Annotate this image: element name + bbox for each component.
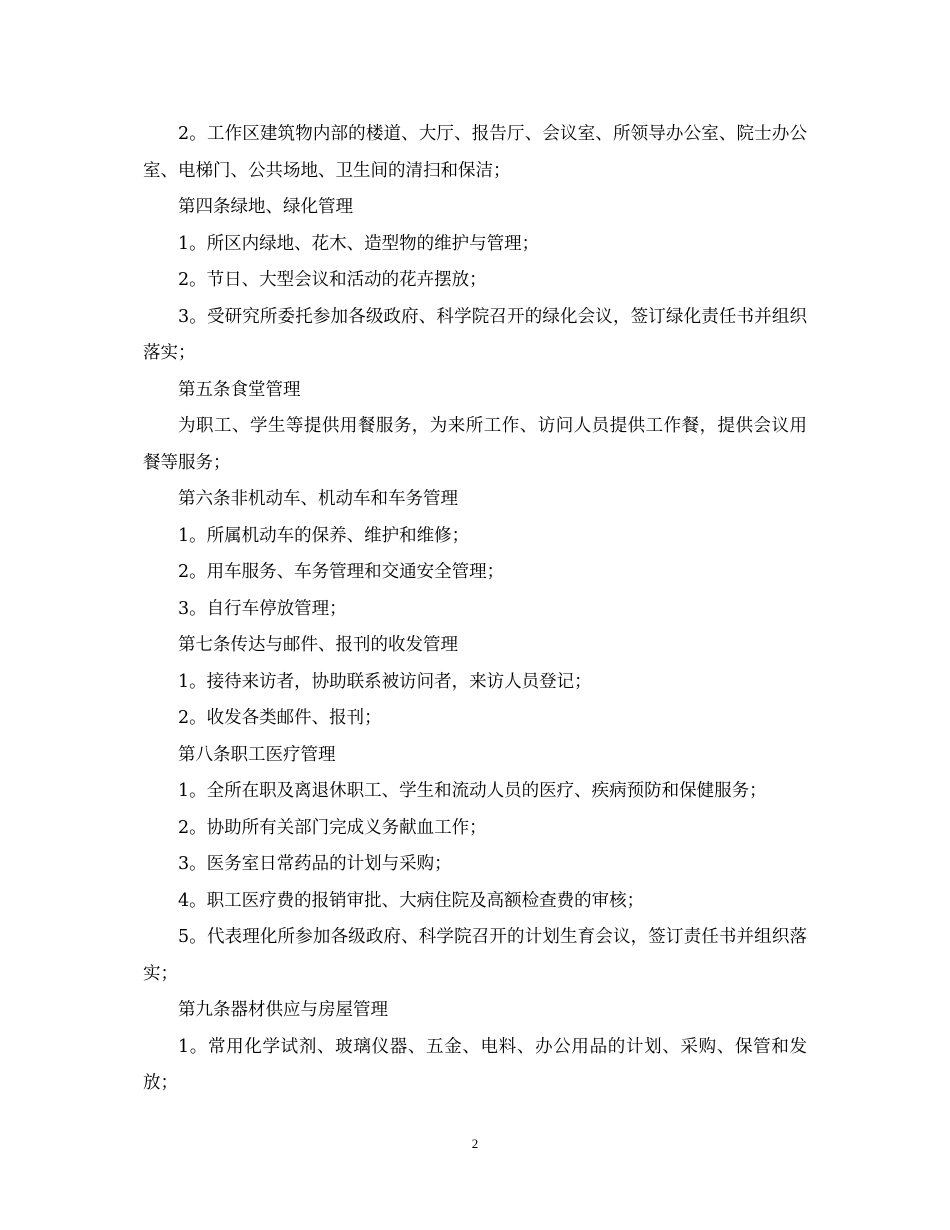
paragraph: 2。收发各类邮件、报刊； (178, 708, 382, 728)
paragraph: 1。所区内绿地、花木、造型物的维护与管理； (178, 233, 540, 254)
section-heading: 第六条非机动车、机动车和车务管理 (178, 489, 458, 509)
section-heading: 第九条器材供应与房屋管理 (178, 1000, 388, 1020)
section-heading: 第五条食堂管理 (178, 379, 301, 400)
paragraph: 2。用车服务、车务管理和交通安全管理； (178, 562, 505, 582)
paragraph: 1。全所在职及离退休职工、学生和流动人员的医疗、疾病预防和保健服务； (178, 781, 767, 801)
paragraph: 2。工作区建筑物内部的楼道、大厅、报告厅、会议室、所领导办公室、院士办公室、电梯门、公共场地、卫生间的清扫和保洁； (143, 124, 807, 181)
paragraph: 5。代表理化所参加各级政府、科学院召开的计划生育会议，签订责任书并组织落实； (143, 927, 807, 984)
paragraph: 3。受研究所委托参加各级政府、科学院召开的绿化会议，签订绿化责任书并组织落实； (143, 306, 807, 363)
paragraph: 2。节日、大型会议和活动的花卉摆放； (178, 270, 487, 290)
paragraph: 4。职工医疗费的报销审批、大病住院及高额检查费的审核； (178, 890, 645, 911)
document-body (143, 116, 807, 1102)
section-heading: 第四条绿地、绿化管理 (178, 197, 353, 217)
section-heading: 第八条职工医疗管理 (178, 744, 336, 765)
paragraph: 1。所属机动车的保养、维护和维修； (178, 525, 470, 546)
paragraph: 3。医务室日常药品的计划与采购； (178, 854, 452, 874)
paragraph: 1。接待来访者，协助联系被访问者，来访人员登记； (178, 671, 592, 692)
section-heading: 第七条传达与邮件、报刊的收发管理 (178, 635, 458, 655)
paragraph: 1。常用化学试剂、玻璃仪器、五金、电料、办公用品的计划、采购、保管和发放； (143, 1036, 807, 1093)
paragraph: 为职工、学生等提供用餐服务，为来所工作、访问人员提供工作餐，提供会议用餐等服务； (143, 416, 807, 473)
paragraph: 2。协助所有关部门完成义务献血工作； (178, 817, 487, 838)
page-number: 2 (471, 1136, 479, 1151)
paragraph: 3。自行车停放管理； (178, 598, 347, 619)
